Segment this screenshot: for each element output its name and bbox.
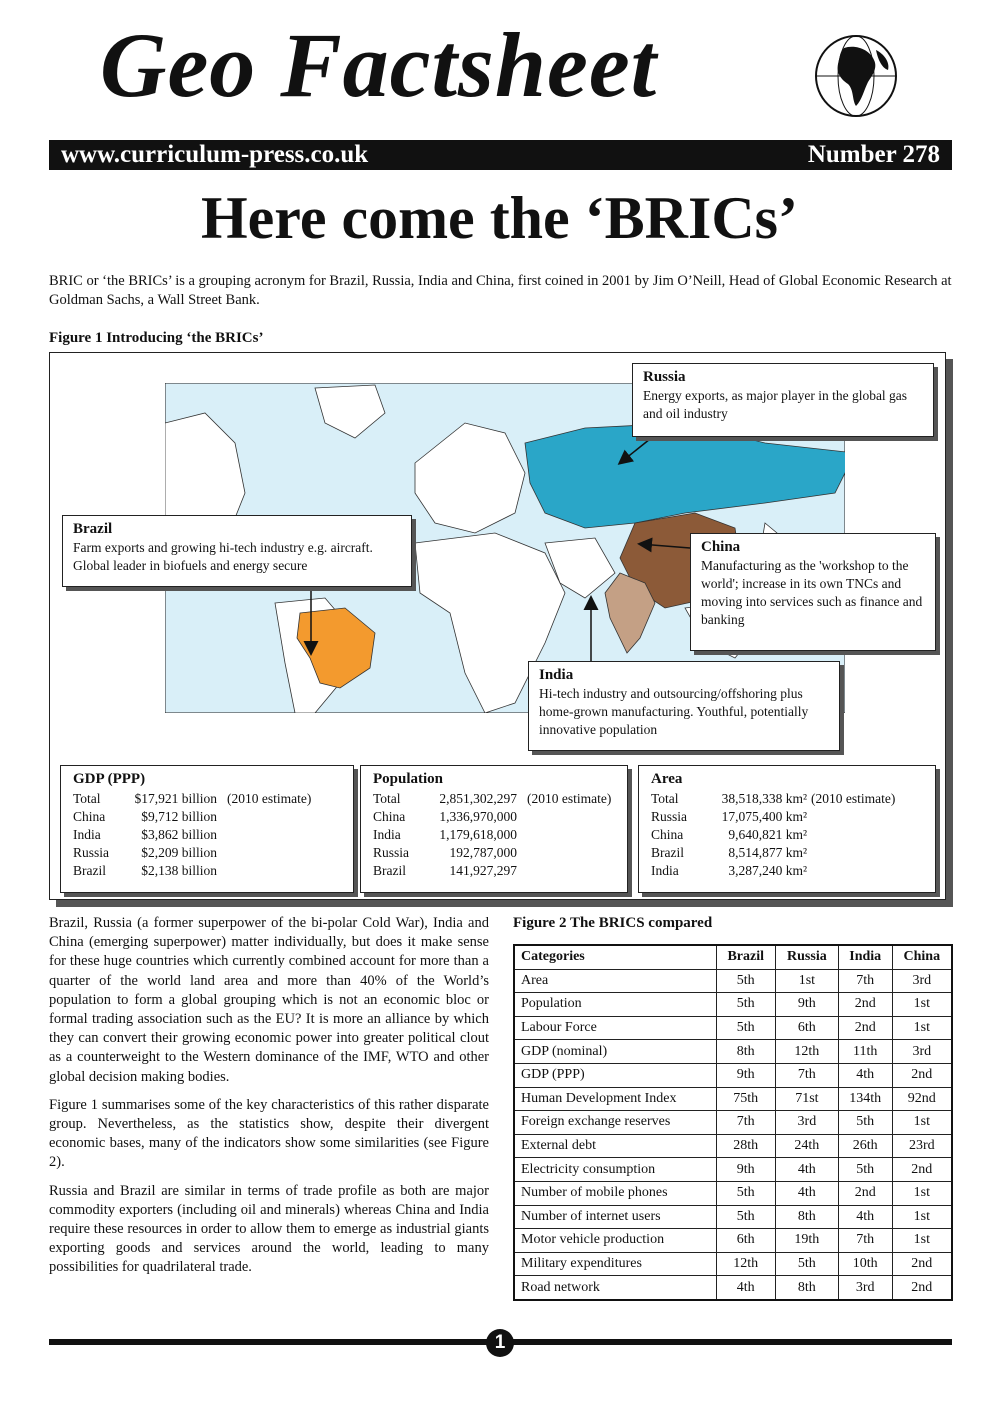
table-row	[514, 1111, 952, 1135]
column-header: Brazil	[716, 945, 775, 969]
category-cell: Population	[514, 993, 716, 1017]
page-title: Here come the ‘BRICs’	[200, 185, 799, 251]
table-row	[514, 1181, 952, 1205]
rank-cell: 12th	[775, 1040, 838, 1064]
rank-cell: 3rd	[892, 1040, 952, 1064]
rank-cell: 75th	[716, 1087, 775, 1111]
rank-cell: 5th	[716, 969, 775, 993]
gdp-row: Total $17,921 billion (2010 estimate)	[73, 791, 312, 806]
header-band	[49, 140, 952, 170]
area-row: Total 38,518,338 km² (2010 estimate)	[651, 791, 896, 806]
table-row	[514, 1134, 952, 1158]
callout-brazil	[62, 515, 412, 587]
population-title: Population	[373, 771, 444, 787]
category-cell: Electricity consumption	[514, 1158, 716, 1182]
website-link[interactable]: www.curriculum-press.co.uk	[61, 141, 369, 168]
rank-cell: 5th	[716, 1016, 775, 1040]
rank-cell: 5th	[838, 1158, 892, 1182]
rank-cell: 4th	[716, 1276, 775, 1300]
gdp-box	[60, 765, 354, 893]
rank-cell: 26th	[838, 1134, 892, 1158]
rank-cell: 1st	[892, 993, 952, 1017]
rank-cell: 8th	[775, 1276, 838, 1300]
rank-cell: 19th	[775, 1229, 838, 1253]
callout-china-title: China	[701, 539, 741, 555]
table-row	[514, 1205, 952, 1229]
category-cell: GDP (PPP)	[514, 1063, 716, 1087]
rank-cell: 11th	[838, 1040, 892, 1064]
area-box	[638, 765, 936, 893]
callout-china-text: Manufacturing as the 'workshop to the world'; increase in its own TNCs and moving into services such as finance and banking	[701, 558, 923, 627]
gdp-row: China $9,712 billion	[73, 809, 217, 824]
body-paragraph: Brazil, Russia (a former superpower of the bi-polar Cold War), India and China (emerging superpower) matter individually, but does it make sense for these huge countries which currently combined account for more than a quarter of the world land area and more than 40% of the World’s population to form a global grouping which is not an economic bloc or formal trading association such as the EU? It is more an alliance by which they can convert their growing economic power into greater political clout as a counterweight to the Western dominance of the IMF, WTO and other global decision making bodies.	[49, 915, 489, 1085]
callout-india	[528, 661, 840, 751]
rank-cell: 8th	[716, 1040, 775, 1064]
rank-cell: 23rd	[892, 1134, 952, 1158]
category-cell: Military expenditures	[514, 1252, 716, 1276]
rank-cell: 3rd	[775, 1111, 838, 1135]
table-header-row	[514, 945, 952, 969]
rank-cell: 134th	[838, 1087, 892, 1111]
rank-cell: 2nd	[892, 1252, 952, 1276]
body-paragraph: Figure 1 summarises some of the key characteristics of this rather disparate group. Nevertheless, as the statistics show, despite their divergent economic bases, many of the indicators show some similarities (see Figure 2).	[49, 1096, 489, 1171]
callout-russia	[632, 363, 934, 437]
category-cell: Motor vehicle production	[514, 1229, 716, 1253]
population-row: China 1,336,970,000	[373, 809, 517, 824]
rank-cell: 24th	[775, 1134, 838, 1158]
rank-cell: 12th	[716, 1252, 775, 1276]
rank-cell: 1st	[775, 969, 838, 993]
figure2-caption: Figure 2 The BRICS compared	[513, 915, 713, 931]
rank-cell: 6th	[775, 1016, 838, 1040]
category-cell: Number of internet users	[514, 1205, 716, 1229]
table-row	[514, 1040, 952, 1064]
category-cell: External debt	[514, 1134, 716, 1158]
table-row	[514, 1063, 952, 1087]
rank-cell: 2nd	[838, 1016, 892, 1040]
rank-cell: 92nd	[892, 1087, 952, 1111]
rank-cell: 28th	[716, 1134, 775, 1158]
rank-cell: 5th	[775, 1252, 838, 1276]
rank-cell: 4th	[775, 1158, 838, 1182]
globe-icon	[814, 34, 898, 118]
rank-cell: 6th	[716, 1229, 775, 1253]
figure1-panel	[49, 352, 946, 900]
table-row	[514, 969, 952, 993]
category-cell: Road network	[514, 1276, 716, 1300]
callout-china	[690, 533, 936, 651]
gdp-row: India $3,862 billion	[73, 827, 217, 842]
population-row: Russia 192,787,000	[373, 845, 517, 860]
column-header: Russia	[775, 945, 838, 969]
table-row	[514, 1276, 952, 1300]
gdp-title: GDP (PPP)	[73, 771, 146, 787]
page-number: 1	[486, 1329, 514, 1357]
rank-cell: 1st	[892, 1181, 952, 1205]
column-header: India	[838, 945, 892, 969]
rank-cell: 8th	[775, 1205, 838, 1229]
rank-cell: 2nd	[838, 993, 892, 1017]
table-row	[514, 1016, 952, 1040]
rank-cell: 1st	[892, 1229, 952, 1253]
area-row: India 3,287,240 km²	[651, 863, 807, 878]
area-row: Brazil 8,514,877 km²	[651, 845, 807, 860]
table-row	[514, 1252, 952, 1276]
rank-cell: 5th	[838, 1111, 892, 1135]
area-title: Area	[651, 771, 683, 787]
rank-cell: 7th	[838, 1229, 892, 1253]
rank-cell: 4th	[838, 1205, 892, 1229]
masthead-title: Geo Factsheet	[100, 14, 658, 116]
rank-cell: 7th	[838, 969, 892, 993]
callout-india-text: Hi-tech industry and outsourcing/offshoring plus home-grown manufacturing. Youthful, potentially innovative population	[539, 686, 809, 737]
figure1-caption: Figure 1 Introducing ‘the BRICs’	[49, 330, 264, 346]
issue-number: Number 278	[807, 141, 940, 168]
rank-cell: 9th	[775, 993, 838, 1017]
table-row	[514, 993, 952, 1017]
rank-cell: 9th	[716, 1063, 775, 1087]
rank-cell: 5th	[716, 1205, 775, 1229]
population-row: Total 2,851,302,297 (2010 estimate)	[373, 791, 612, 806]
table-row	[514, 1229, 952, 1253]
table-row	[514, 1158, 952, 1182]
rank-cell: 71st	[775, 1087, 838, 1111]
callout-russia-title: Russia	[643, 369, 686, 385]
population-row: Brazil 141,927,297	[373, 863, 517, 878]
column-header: China	[892, 945, 952, 969]
category-cell: GDP (nominal)	[514, 1040, 716, 1064]
category-cell: Area	[514, 969, 716, 993]
body-paragraph: Russia and Brazil are similar in terms of trade profile as both are major commodity exporters (including oil and minerals) whereas China and India require these resources in order to allow them to emerge as industrial giants exporting goods and services around the world, leading to many possibilities for quadrilateral trade.	[49, 1182, 489, 1276]
gdp-row: Russia $2,209 billion	[73, 845, 217, 860]
gdp-row: Brazil $2,138 billion	[73, 863, 217, 878]
rank-cell: 4th	[775, 1181, 838, 1205]
rank-cell: 2nd	[838, 1181, 892, 1205]
category-cell: Number of mobile phones	[514, 1181, 716, 1205]
rank-cell: 4th	[838, 1063, 892, 1087]
category-cell: Human Development Index	[514, 1087, 716, 1111]
area-row: Russia 17,075,400 km²	[651, 809, 807, 824]
table-body	[514, 969, 952, 1300]
rank-cell: 7th	[775, 1063, 838, 1087]
rank-cell: 1st	[892, 1205, 952, 1229]
callout-brazil-title: Brazil	[73, 521, 113, 537]
rank-cell: 10th	[838, 1252, 892, 1276]
category-cell: Foreign exchange reserves	[514, 1111, 716, 1135]
rank-cell: 3rd	[838, 1276, 892, 1300]
rank-cell: 9th	[716, 1158, 775, 1182]
rank-cell: 2nd	[892, 1158, 952, 1182]
population-row: India 1,179,618,000	[373, 827, 517, 842]
body-text	[49, 914, 489, 1287]
rank-cell: 5th	[716, 1181, 775, 1205]
rank-cell: 1st	[892, 1016, 952, 1040]
rank-cell: 7th	[716, 1111, 775, 1135]
rank-cell: 5th	[716, 993, 775, 1017]
rank-cell: 2nd	[892, 1063, 952, 1087]
rank-cell: 1st	[892, 1111, 952, 1135]
brics-comparison-table	[513, 944, 953, 1301]
population-box	[360, 765, 628, 893]
callout-russia-text: Energy exports, as major player in the global gas and oil industry	[643, 388, 908, 421]
callout-india-title: India	[539, 667, 574, 683]
area-row: China 9,640,821 km²	[651, 827, 807, 842]
table-row	[514, 1087, 952, 1111]
intro-paragraph: BRIC or ‘the BRICs’ is a grouping acronym for Brazil, Russia, India and China, first coined in 2001 by Jim O’Neill, Head of Global Economic Research at Goldman Sachs, a Wall Street Bank.	[49, 273, 952, 308]
column-header: Categories	[514, 945, 716, 969]
rank-cell: 3rd	[892, 969, 952, 993]
rank-cell: 2nd	[892, 1276, 952, 1300]
category-cell: Labour Force	[514, 1016, 716, 1040]
callout-brazil-text: Farm exports and growing hi-tech industry e.g. aircraft. Global leader in biofuels and energy secure	[73, 540, 373, 573]
